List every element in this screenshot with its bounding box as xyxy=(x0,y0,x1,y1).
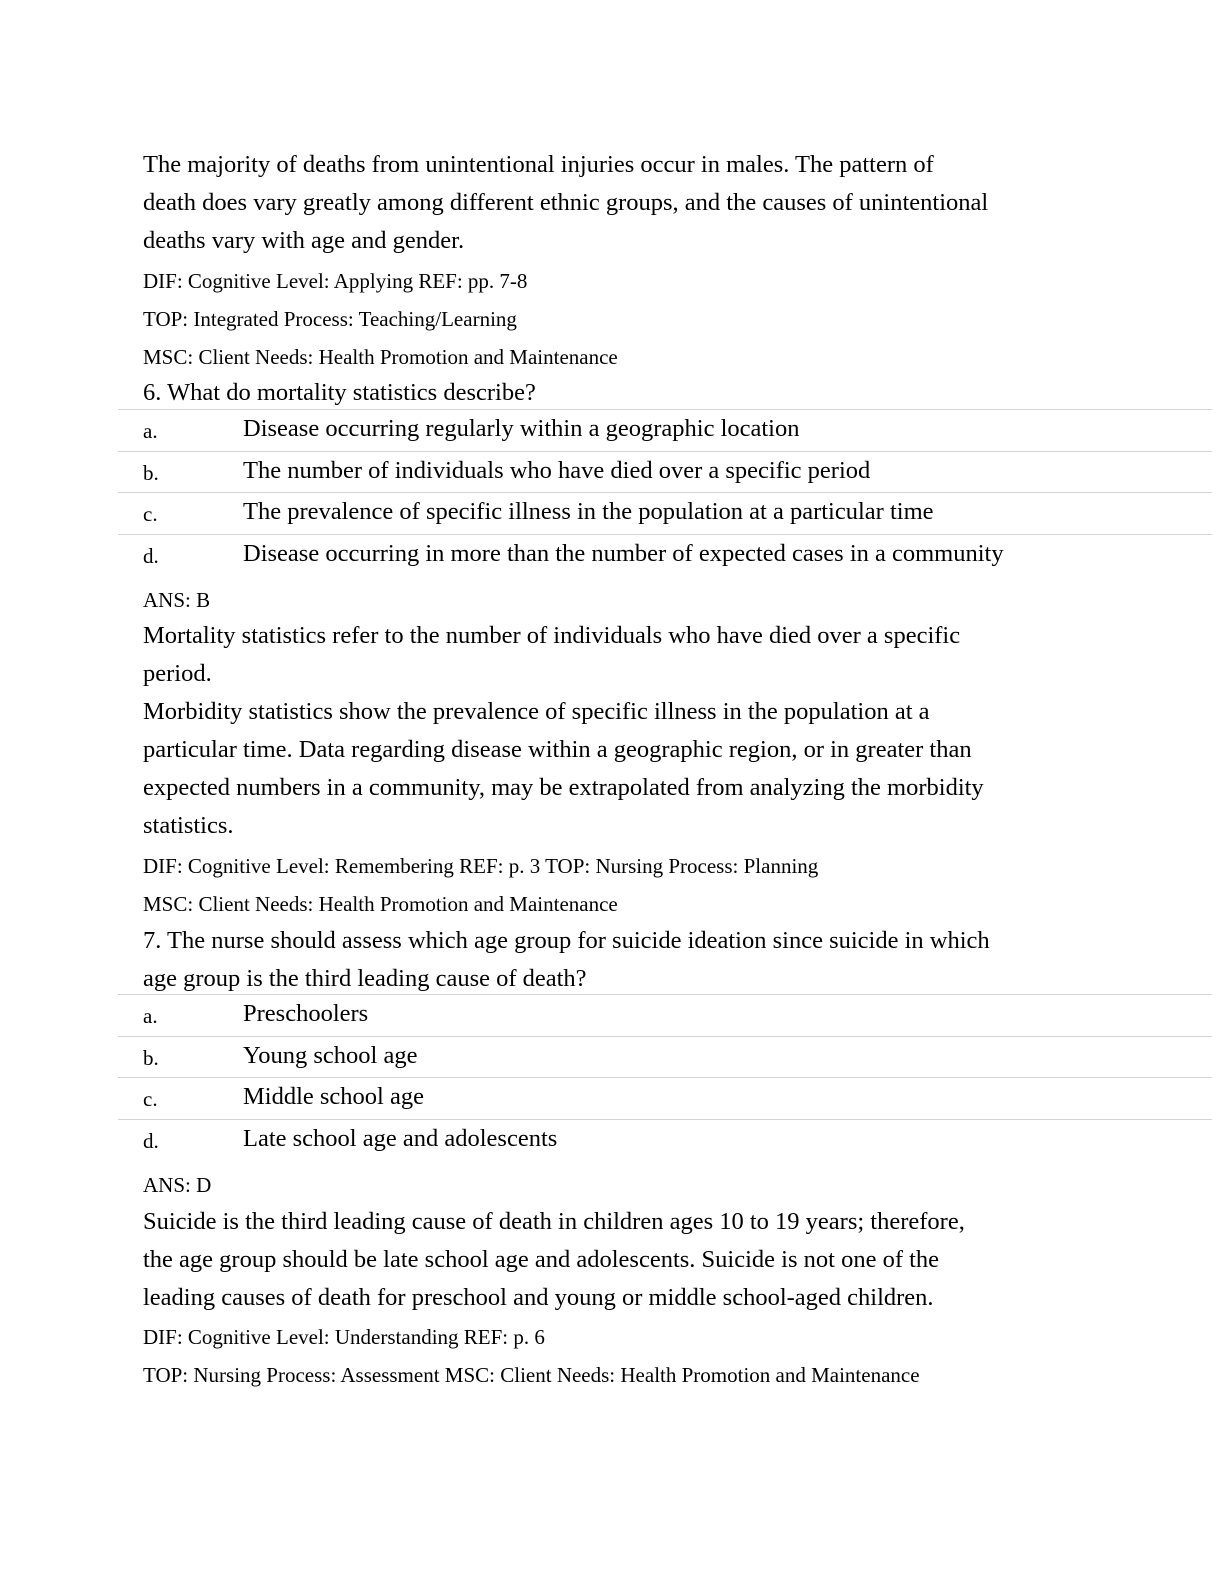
q6-msc: MSC: Client Needs: Health Promotion and Maintenance xyxy=(143,892,618,916)
option-letter: d. xyxy=(143,543,159,568)
option-letter: c. xyxy=(143,1087,158,1111)
q6-option-b xyxy=(118,451,1212,493)
q7-answer: ANS: D xyxy=(143,1173,212,1197)
q6-rationale-line: particular time. Data regarding disease within a geographic region, or in greater than xyxy=(143,736,972,763)
q7-option-d xyxy=(118,1119,1212,1163)
q7-top-msc: TOP: Nursing Process: Assessment MSC: Client Needs: Health Promotion and Maintenance xyxy=(143,1363,920,1387)
option-text: Preschoolers xyxy=(243,1000,369,1027)
q5-rationale-line: death does vary greatly among different ethnic groups, and the causes of unintentional xyxy=(143,189,989,216)
q6-option-d xyxy=(118,534,1212,578)
q6-dif: DIF: Cognitive Level: Remembering REF: p. 3 TOP: Nursing Process: Planning xyxy=(143,854,819,878)
q6-meta xyxy=(143,847,818,923)
option-letter: a. xyxy=(143,1004,158,1028)
option-letter: b. xyxy=(143,1045,159,1070)
q7-dif: DIF: Cognitive Level: Understanding REF: p. 6 xyxy=(143,1325,545,1349)
option-text: Late school age and adolescents xyxy=(243,1124,558,1152)
q5-rationale xyxy=(143,146,988,260)
q6-option-c xyxy=(118,492,1212,534)
q6-options xyxy=(118,409,1212,578)
q6-rationale-line: Mortality statistics refer to the number of individuals who have died over a specific xyxy=(143,622,961,649)
q7-option-c xyxy=(118,1077,1212,1119)
option-letter: b. xyxy=(143,460,159,485)
option-letter: d. xyxy=(143,1128,159,1153)
q7-question-line: age group is the third leading cause of death? xyxy=(143,965,587,992)
q5-rationale-line: The majority of deaths from unintentional injuries occur in males. The pattern of xyxy=(143,151,934,178)
option-text: Disease occurring in more than the number of expected cases in a community xyxy=(243,539,1004,567)
q5-meta xyxy=(143,262,618,376)
q7-rationale xyxy=(143,1203,965,1317)
q6-rationale xyxy=(143,617,984,845)
option-letter: a. xyxy=(143,419,158,443)
q5-dif: DIF: Cognitive Level: Applying REF: pp. 7-8 xyxy=(143,269,528,293)
q5-rationale-line: deaths vary with age and gender. xyxy=(143,227,465,254)
q5-msc: MSC: Client Needs: Health Promotion and Maintenance xyxy=(143,345,618,369)
q6-option-a xyxy=(118,409,1212,451)
q7-rationale-line: the age group should be late school age and adolescents. Suicide is not one of the xyxy=(143,1246,940,1273)
q6-rationale-line: period. xyxy=(143,660,212,687)
option-letter: c. xyxy=(143,502,158,526)
q6-answer: ANS: B xyxy=(143,588,211,612)
option-text: Middle school age xyxy=(243,1083,424,1110)
q7-question-line: 7. The nurse should assess which age group for suicide ideation since suicide in which xyxy=(143,927,990,954)
q7-rationale-line: leading causes of death for preschool and young or middle school-aged children. xyxy=(143,1284,934,1311)
option-text: Disease occurring regularly within a geographic location xyxy=(243,415,800,442)
q7-options xyxy=(118,994,1212,1163)
option-text: The number of individuals who have died over a specific period xyxy=(243,456,871,484)
q6-rationale-line: statistics. xyxy=(143,812,234,839)
q7-rationale-line: Suicide is the third leading cause of death in children ages 10 to 19 years; therefore, xyxy=(143,1208,965,1235)
q5-top: TOP: Integrated Process: Teaching/Learning xyxy=(143,307,517,331)
q6-rationale-line: expected numbers in a community, may be extrapolated from analyzing the morbidity xyxy=(143,774,984,801)
q7-option-b xyxy=(118,1036,1212,1078)
q7-option-a xyxy=(118,994,1212,1036)
q6-rationale-line: Morbidity statistics show the prevalence of specific illness in the population at a xyxy=(143,698,930,725)
option-text: Young school age xyxy=(243,1041,418,1069)
q7-question xyxy=(143,922,990,998)
option-text: The prevalence of specific illness in the population at a particular time xyxy=(243,498,934,525)
q7-meta xyxy=(143,1318,920,1394)
q6-question: 6. What do mortality statistics describe? xyxy=(143,379,536,406)
